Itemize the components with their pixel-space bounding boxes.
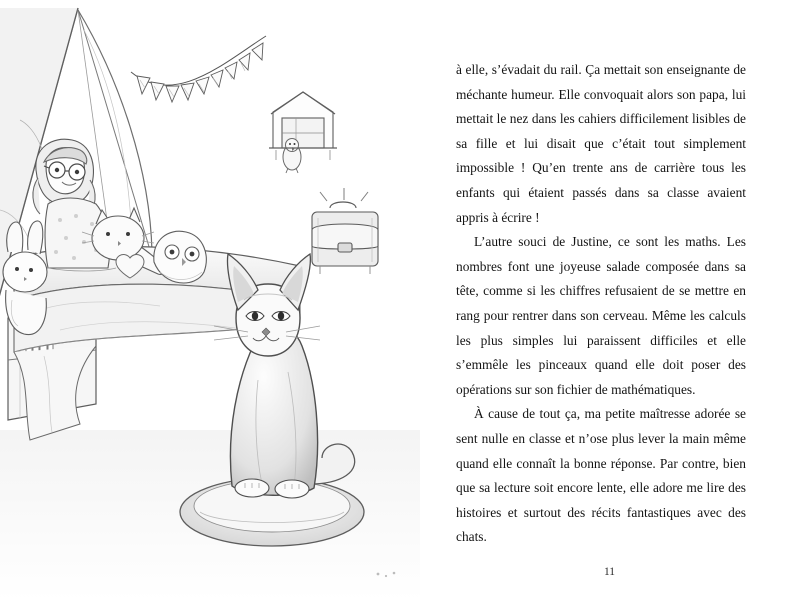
body-text-column [456,58,746,550]
school-satchel-icon [312,202,378,274]
paragraph-2: L’autre souci de Justine, ce sont les maths. Les nombres font une joyeuse salade composée dans sa tête, comme si les chiffres refusaient de se mettre en rang pour rentrer dans son cerveau. Même les calculs les plus simples lui paraissent difficiles et elle s’emmêle les pinceaux quand elle doit poser des opérations sur son fichier de mathématiques. [456,234,746,397]
right-page [420,0,799,601]
paragraph-3: À cause de tout ça, ma petite maîtresse adorée se sent nulle en classe et n’ose plus lever la main même quand elle connaît la bonne réponse. Par contre, bien que sa lecture soit encore lente, elle adore me lire des histoires et surtout des récits fantastiques avec des chats. [456,406,746,545]
paragraph-1: à elle, s’évadait du rail. Ça mettait son enseignante de méchante humeur. Elle convoquait alors son papa, lui mettait le nez dans les cahiers difficilement lisibles de sa fille et lui disait que c’était tout simplement impossible ! Qu’en trente ans de carrière tous les enfants qui étaient passés dans sa classe avaient appris à écrire ! [456,62,746,225]
page-number: 11 [603,566,616,578]
